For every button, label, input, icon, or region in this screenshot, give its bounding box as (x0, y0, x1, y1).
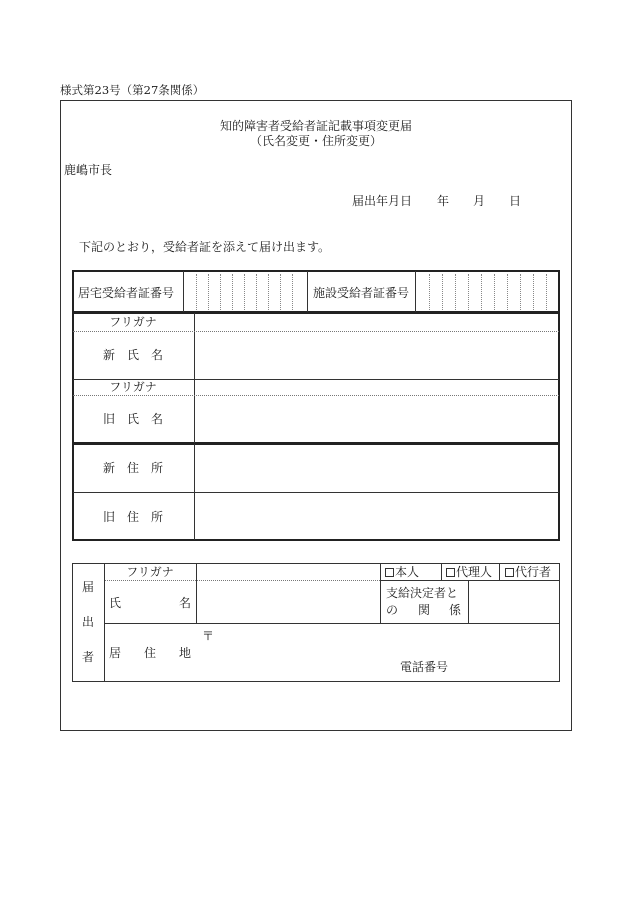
date-month-label: 月 (473, 194, 486, 208)
date-year-label: 年 (437, 194, 450, 208)
new-name-input[interactable] (196, 333, 558, 378)
old-address-input[interactable] (196, 494, 558, 540)
applicant-side-char-2: 出 (81, 615, 95, 629)
intro-text: 下記のとおり，受給者証を添えて届け出ます。 (79, 240, 331, 254)
relation-agent-label: 代理人 (456, 565, 493, 579)
applicant-name-input[interactable] (198, 582, 379, 622)
home-cert-label: 居宅受給者証番号 (78, 286, 175, 300)
addressee: 鹿嶋市長 (64, 163, 113, 177)
relation-self-label: 本人 (395, 565, 420, 579)
phone-label: 電話番号 (400, 660, 449, 674)
relation-label-line2-b: 関 (418, 603, 431, 617)
applicant-furigana-label: フリガナ (126, 565, 174, 579)
relation-label-line2-c: 係 (449, 603, 462, 617)
furigana-label: フリガナ (109, 315, 157, 329)
old-name-input[interactable] (196, 397, 558, 442)
date-day-label: 日 (509, 194, 522, 208)
relation-input[interactable] (470, 582, 558, 622)
applicant-side-char-3: 者 (81, 650, 95, 664)
applicant-side-char-1: 届 (81, 580, 95, 594)
old-name-furigana-input[interactable] (196, 381, 558, 394)
checkbox-icon (505, 568, 514, 577)
applicant-furigana-input[interactable] (198, 565, 379, 579)
residence-label-c: 地 (179, 646, 192, 660)
applicant-name-label-a: 氏 (109, 596, 122, 610)
relation-label-line1: 支給決定者と (386, 586, 459, 600)
relation-self-checkbox[interactable] (385, 566, 419, 578)
residence-label-a: 居 (109, 646, 122, 660)
applicant-name-label-b: 名 (179, 596, 192, 610)
home-cert-input[interactable] (184, 272, 307, 312)
form-title: 知的障害者受給者証記載事項変更届 (219, 119, 413, 133)
residence-input[interactable] (218, 626, 558, 652)
relation-agent-checkbox[interactable] (446, 566, 492, 578)
relation-proxy-label: 代行者 (515, 565, 552, 579)
form-number: 様式第23号（第27条関係） (60, 83, 205, 97)
new-name-label: 新 氏 名 (102, 348, 164, 362)
form-subtitle: （氏名変更・住所変更） (249, 134, 383, 148)
new-name-furigana-input[interactable] (196, 314, 558, 330)
facility-cert-label: 施設受給者証番号 (313, 286, 410, 300)
old-address-label: 旧 住 所 (102, 510, 164, 524)
date-label: 届出年月日 (352, 194, 413, 208)
old-name-label: 旧 氏 名 (102, 412, 164, 426)
residence-label-b: 住 (144, 646, 157, 660)
facility-cert-input[interactable] (416, 272, 558, 312)
furigana-label-2: フリガナ (109, 380, 157, 394)
relation-proxy-checkbox[interactable] (505, 566, 551, 578)
new-address-label: 新 住 所 (102, 461, 164, 475)
new-address-input[interactable] (196, 445, 558, 491)
relation-label-line2-a: の (386, 603, 399, 617)
checkbox-icon (385, 568, 394, 577)
postal-mark-icon: 〒 (202, 629, 215, 643)
phone-input[interactable] (452, 656, 558, 680)
checkbox-icon (446, 568, 455, 577)
